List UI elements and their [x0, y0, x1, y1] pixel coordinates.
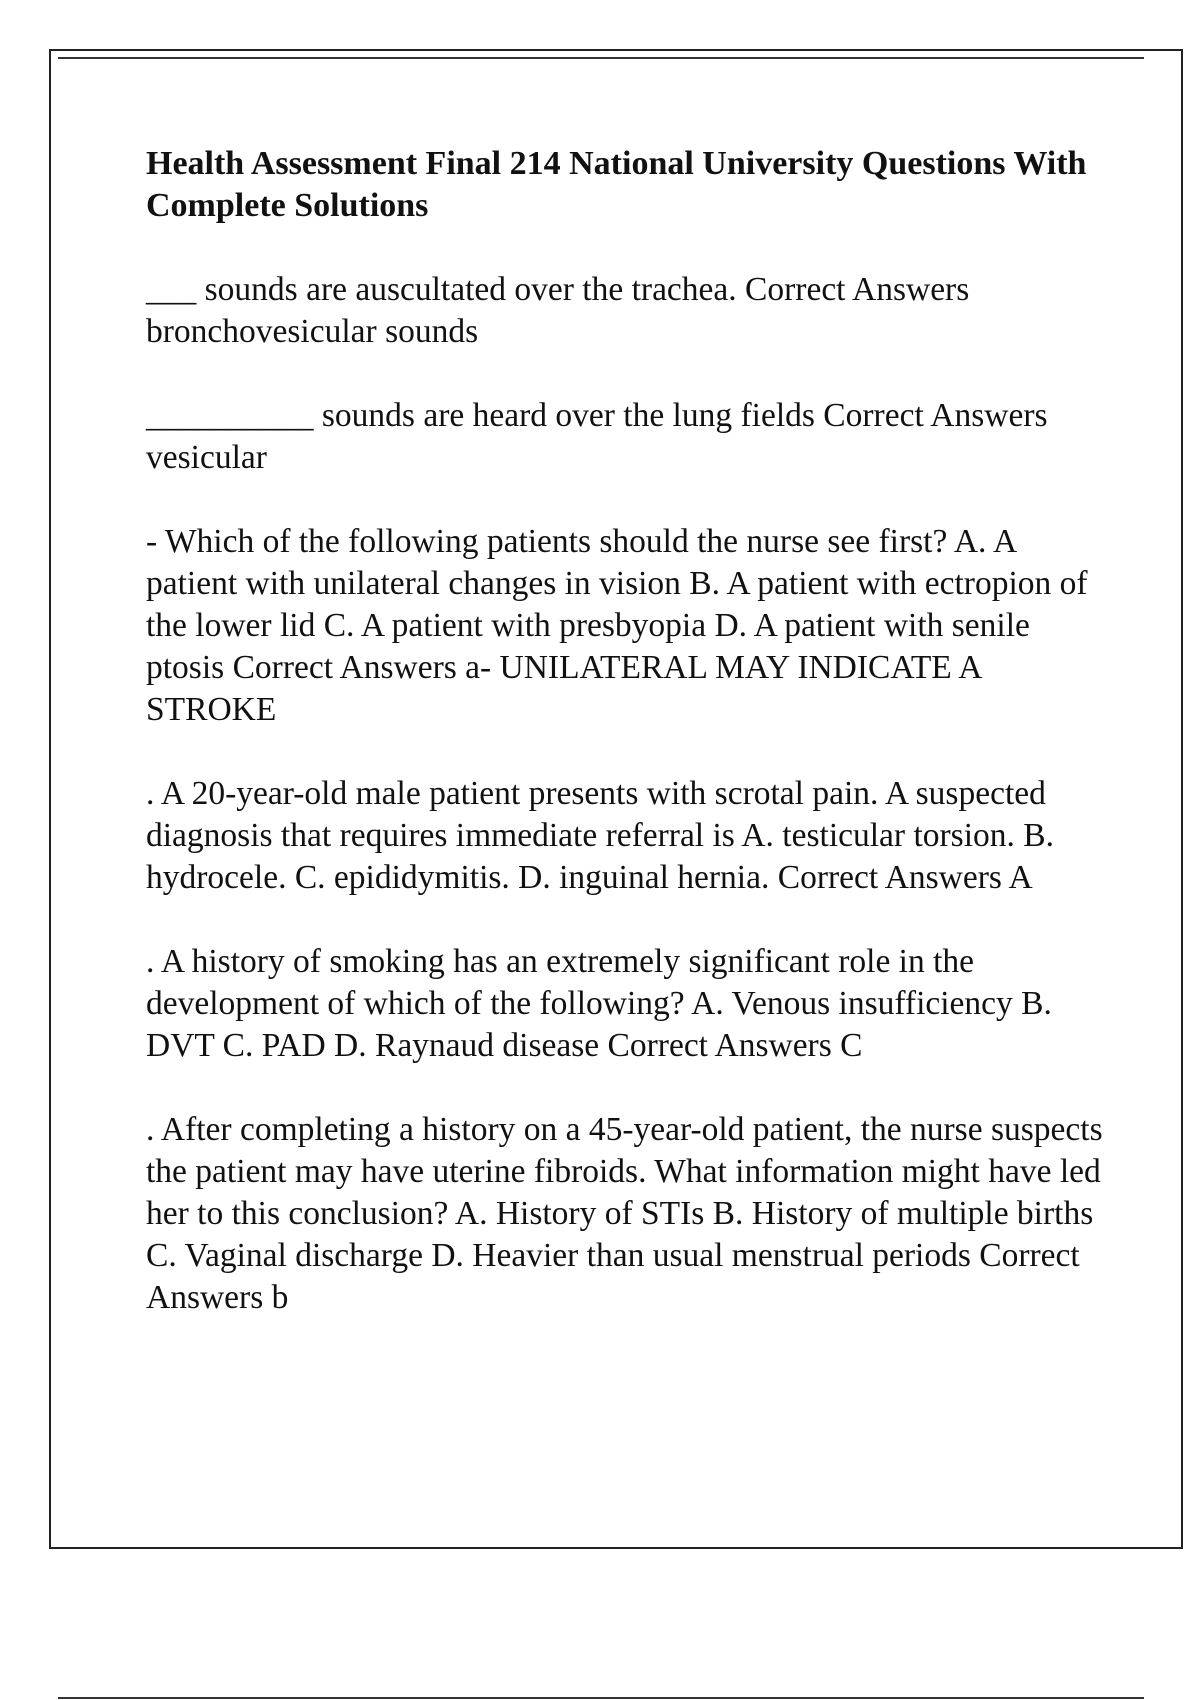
document-body	[146, 143, 1106, 1361]
bottom-rule	[58, 1697, 1144, 1699]
qa-item-5: . A history of smoking has an extremely significant role in the development of which of the following? A. Venous insufficiency B. DVT C. PAD D. Raynaud disease Correct Answers C	[146, 943, 1052, 1064]
top-rule	[58, 57, 1144, 59]
qa-item-3: - Which of the following patients should the nurse see first? A. A patient with unilateral changes in vision B. A patient with ectropion of the lower lid C. A patient with presbyopia D. A patient with senile ptosis Correct Answers a- UNILATERAL MAY INDICATE A STROKE	[146, 523, 1088, 728]
document-title: Health Assessment Final 214 National University Questions With Complete Solutions	[146, 145, 1087, 224]
qa-item-4: . A 20-year-old male patient presents with scrotal pain. A suspected diagnosis that requires immediate referral is A. testicular torsion. B. hydrocele. C. epididymitis. D. inguinal hernia. Correct Answers A	[146, 775, 1054, 896]
qa-item-1: ___ sounds are auscultated over the trachea. Correct Answers bronchovesicular sounds	[146, 271, 970, 350]
qa-item-6: . After completing a history on a 45-year-old patient, the nurse suspects the patient may have uterine fibroids. What information might have led her to this conclusion? A. History of STIs B. History of multiple births C. Vaginal discharge D. Heavier than usual menstrual periods Correct Answers b	[146, 1111, 1103, 1316]
qa-item-2: __________ sounds are heard over the lung fields Correct Answers vesicular	[146, 397, 1048, 476]
